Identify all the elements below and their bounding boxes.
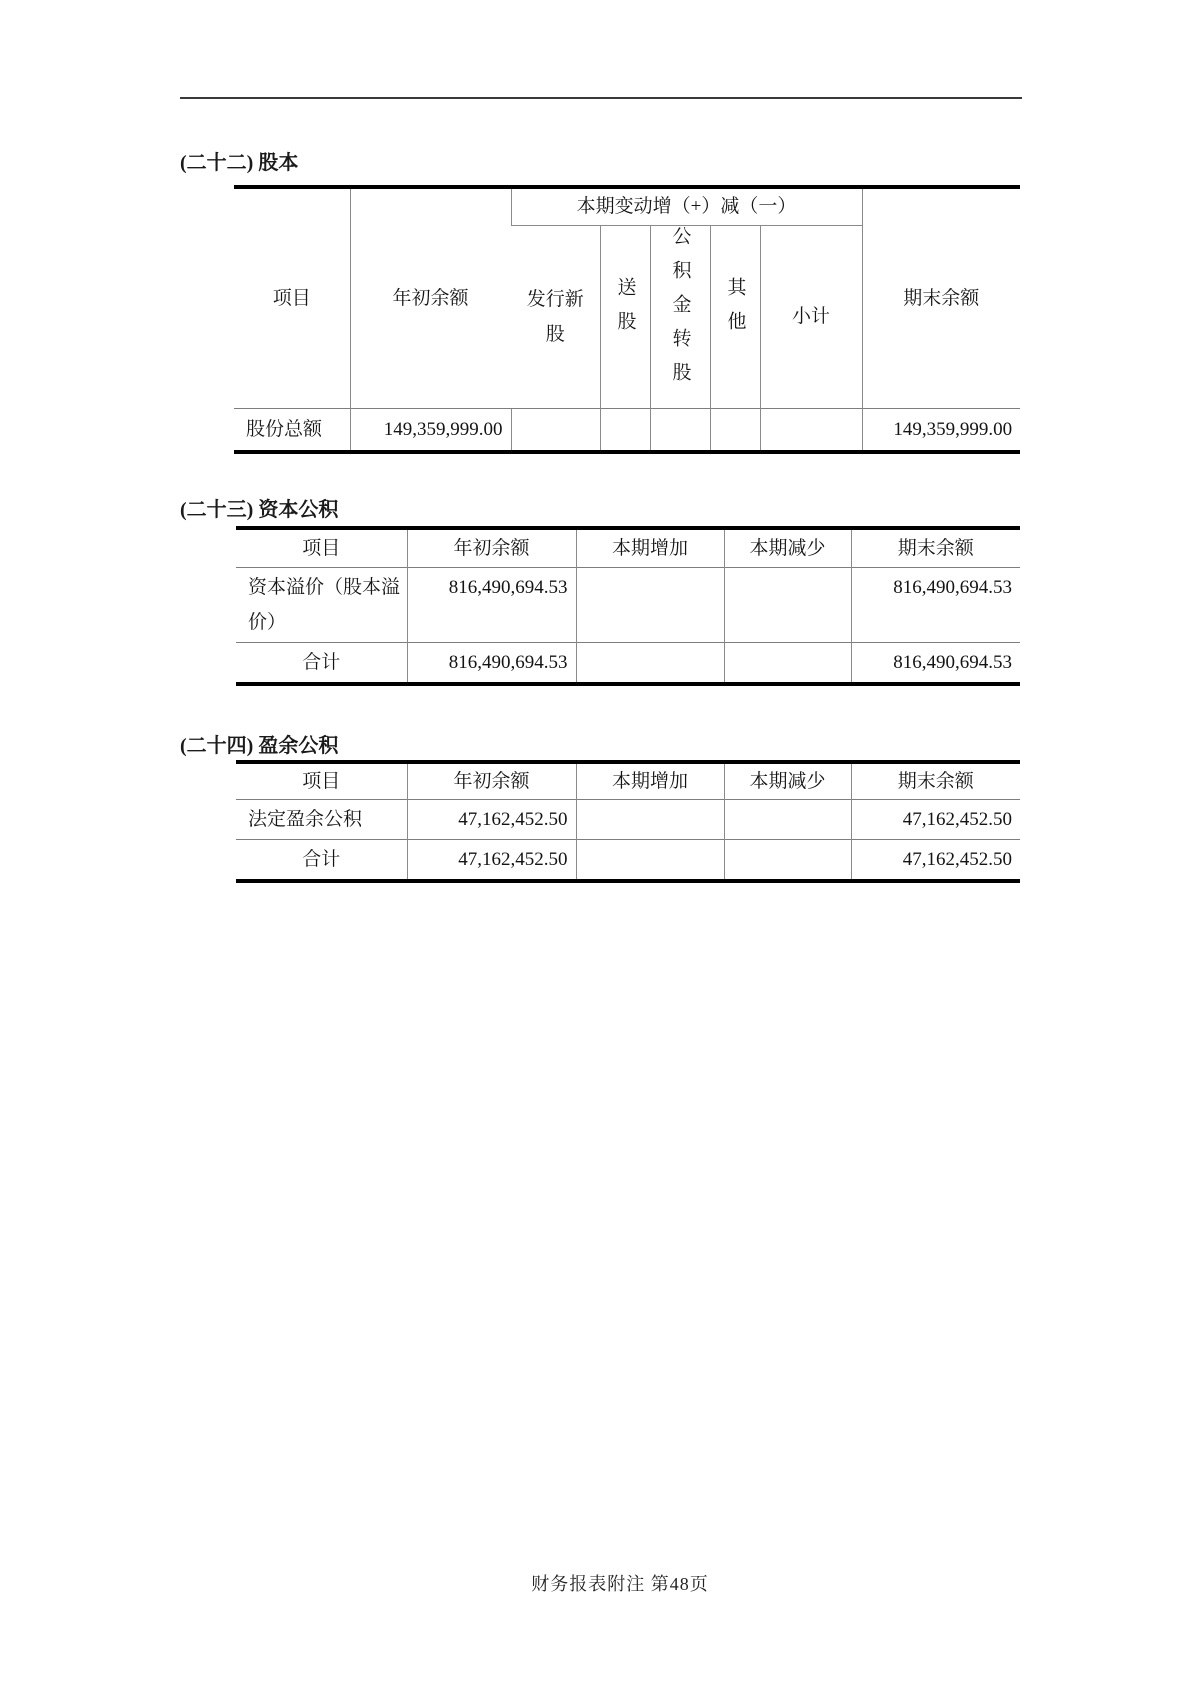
table-row	[236, 800, 1020, 840]
cell-closing-balance: 47,162,452.50	[851, 800, 1020, 840]
share-capital-table	[234, 185, 1020, 454]
column-header-increase: 本期增加	[576, 528, 724, 567]
table-row	[236, 567, 1020, 642]
cell-subtotal	[760, 408, 862, 452]
column-header-item: 项目	[302, 537, 341, 559]
column-header-item: 项目	[272, 287, 311, 309]
column-header-change-group: 本期变动增（+）减（一）	[511, 187, 862, 225]
column-header-decrease: 本期减少	[724, 762, 851, 800]
column-header-closing-balance: 期末余额	[851, 528, 1020, 567]
cell-new-issue	[511, 408, 600, 452]
column-header-opening-balance: 年初余额	[407, 528, 576, 567]
page-header-rule	[180, 97, 1022, 99]
section-heading-surplus-reserve: (二十四) 盈余公积	[180, 735, 339, 757]
cell-item: 法定盈余公积	[236, 800, 407, 840]
cell-increase	[576, 567, 724, 642]
cell-opening-balance: 816,490,694.53	[407, 567, 576, 642]
cell-closing-balance: 149,359,999.00	[862, 408, 1020, 452]
cell-opening-balance: 149,359,999.00	[350, 408, 511, 452]
column-header-subtotal: 小计	[760, 225, 862, 408]
cell-closing-balance: 816,490,694.53	[851, 642, 1020, 684]
table-row-total	[236, 642, 1020, 684]
column-header-new-issue: 发行新股	[526, 288, 584, 345]
column-header-increase: 本期增加	[576, 762, 724, 800]
section-heading-capital-reserve: (二十三) 资本公积	[180, 499, 339, 521]
section-heading-share-capital: (二十二) 股本	[180, 152, 299, 174]
page-footer: 财务报表附注 第48页	[531, 1574, 709, 1594]
cell-increase	[576, 800, 724, 840]
cell-decrease	[724, 840, 851, 882]
cell-opening-balance: 47,162,452.50	[407, 840, 576, 882]
cell-reserve-to-share	[650, 408, 710, 452]
column-header-decrease: 本期减少	[724, 528, 851, 567]
table-row	[234, 408, 1020, 452]
capital-reserve-table	[236, 526, 1020, 686]
column-header-reserve-to-share: 公积金转股	[650, 225, 710, 408]
surplus-reserve-table	[236, 760, 1020, 883]
column-header-opening-balance: 年初余额	[407, 762, 576, 800]
cell-closing-balance: 816,490,694.53	[851, 567, 1020, 642]
column-header-item: 项目	[302, 771, 341, 792]
table-row-total	[236, 840, 1020, 882]
column-header-closing-balance: 期末余额	[862, 187, 1020, 408]
cell-item: 股份总额	[234, 408, 350, 452]
cell-closing-balance: 47,162,452.50	[851, 840, 1020, 882]
cell-item: 资本溢价（股本溢价）	[236, 567, 407, 642]
cell-increase	[576, 840, 724, 882]
cell-other	[710, 408, 760, 452]
column-header-closing-balance: 期末余额	[851, 762, 1020, 800]
cell-increase	[576, 642, 724, 684]
column-header-opening-balance: 年初余额	[350, 187, 511, 408]
column-header-other: 其他	[710, 225, 760, 408]
cell-item-total: 合计	[236, 840, 407, 882]
cell-opening-balance: 816,490,694.53	[407, 642, 576, 684]
cell-decrease	[724, 800, 851, 840]
cell-decrease	[724, 567, 851, 642]
cell-opening-balance: 47,162,452.50	[407, 800, 576, 840]
cell-item-total: 合计	[236, 642, 407, 684]
column-header-bonus-issue: 送股	[600, 225, 650, 408]
cell-decrease	[724, 642, 851, 684]
cell-bonus-issue	[600, 408, 650, 452]
